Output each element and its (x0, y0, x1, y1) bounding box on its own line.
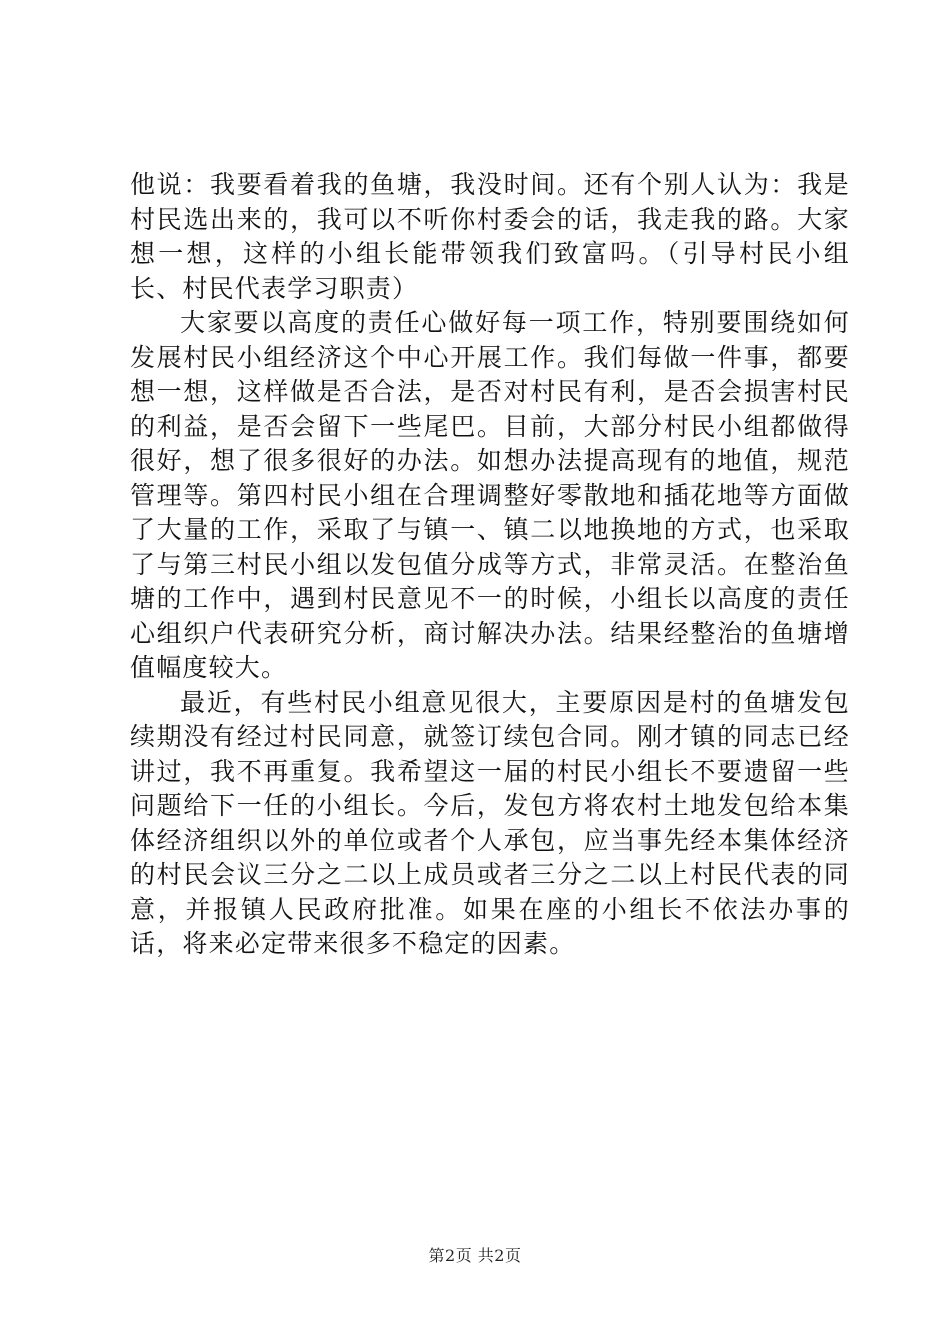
paragraph-3: 最近，有些村民小组意见很大，主要原因是村的鱼塘发包续期没有经过村民同意，就签订续包合同。刚才镇的同志已经讲过，我不再重复。我希望这一届的村民小组长不要遗留一些问题给下一任的小组长。今后，发包方将农村土地发包给本集体经济组织以外的单位或者个人承包，应当事先经本集体经济的村民会议三分之二以上成员或者三分之二以上村民代表的同意，并报镇人民政府批准。如果在座的小组长不依法办事的话，将来必定带来很多不稳定的因素。 (130, 687, 850, 958)
paragraph-2: 大家要以高度的责任心做好每一项工作，特别要围绕如何发展村民小组经济这个中心开展工作。我们每做一件事，都要想一想，这样做是否合法，是否对村民有利，是否会损害村民的利益，是否会留下一些尾巴。目前，大部分村民小组都做得很好，想了很多很好的办法。如想办法提高现有的地值，规范管理等。第四村民小组在合理调整好零散地和插花地等方面做了大量的工作，采取了与镇一、镇二以地换地的方式，也采取了与第三村民小组以发包值分成等方式，非常灵活。在整治鱼塘的工作中，遇到村民意见不一的时候，小组长以高度的责任心组织户代表研究分析，商讨解决办法。结果经整治的鱼塘增值幅度较大。 (130, 308, 850, 682)
page-number-footer: 第2页 共2页 (428, 1246, 522, 1265)
paragraph-1: 他说：我要看着我的鱼塘，我没时间。还有个别人认为：我是村民选出来的，我可以不听你村委会的话，我走我的路。大家想一想，这样的小组长能带领我们致富吗。（引导村民小组长、村民代表学习职责） (130, 170, 850, 303)
document-body (130, 168, 850, 962)
